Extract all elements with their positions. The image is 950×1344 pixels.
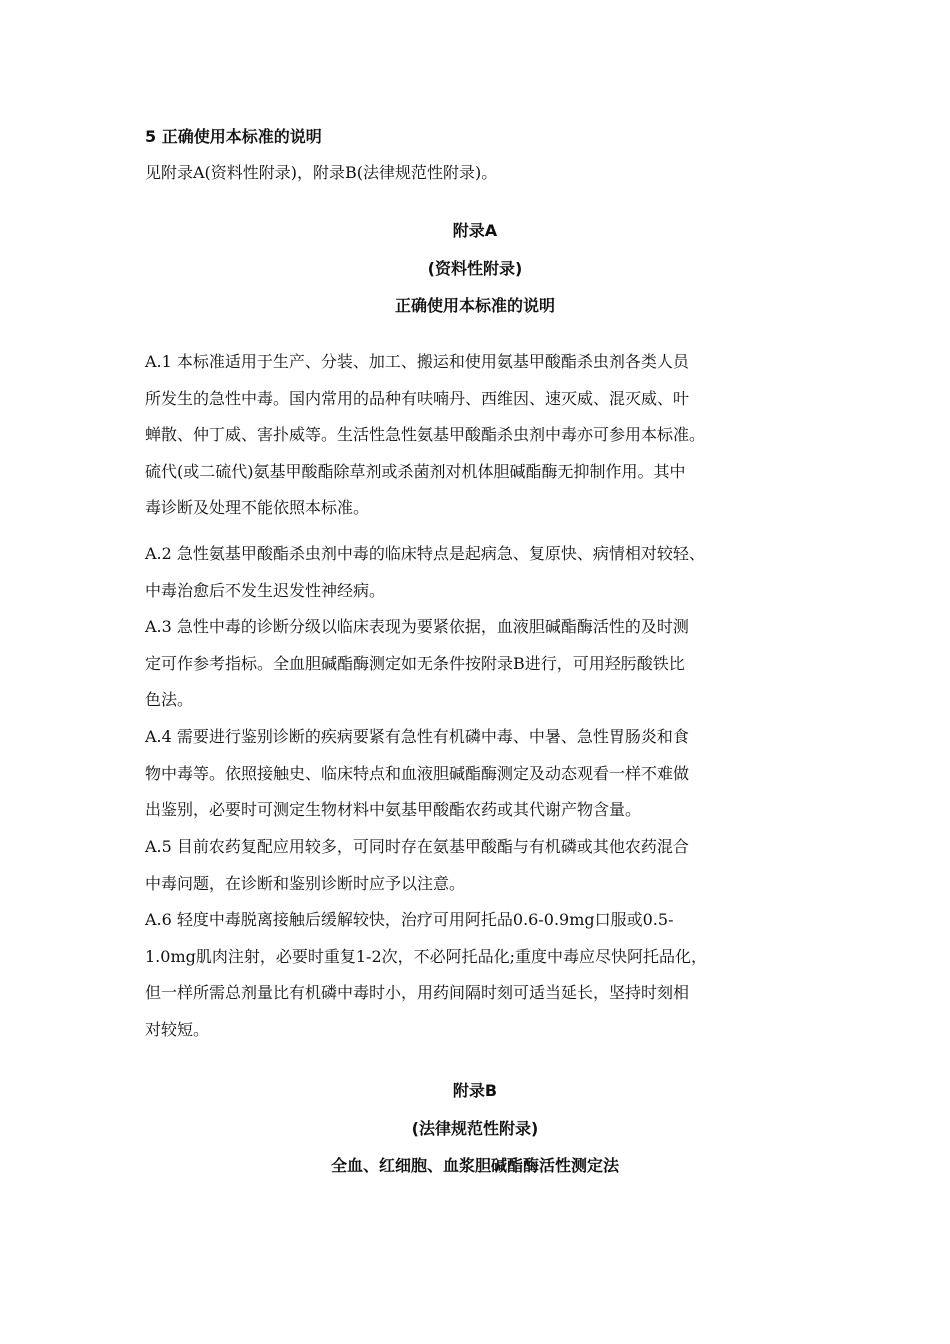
text-line: 定可作参考指标。全血胆碱酯酶测定如无条件按附录B进行，可用羟肟酸铁比 [145,653,685,673]
text-line: 色法。 [145,690,194,709]
text-line: 所发生的急性中毒。国内常用的品种有呋喃丹、西维因、速灭威、混灭威、叶 [145,388,690,408]
text-line: A.6 轻度中毒脱离接触后缓解较快，治疗可用阿托品0.6-0.9mg口服或0.5- [145,910,674,929]
appendix-b-title: 附录B [452,1081,498,1100]
text-line: A.1 本标准适用于生产、分装、加工、搬运和使用氨基甲酸酯杀虫剂各类人员 [145,352,689,371]
text-line: 物中毒等。依照接触史、临床特点和血液胆碱酯酶测定及动态观看一样不难做 [145,763,690,783]
paragraph-a1 [145,344,810,527]
paragraph-a6 [145,902,810,1048]
text-line: A.2 急性氨基甲酸酯杀虫剂中毒的临床特点是起病急、复原快、病情相对较轻、 [145,544,705,563]
paragraph-a4 [145,719,810,829]
text-line: A.4 需要进行鉴别诊断的疾病要紧有急性有机磷中毒、中暑、急性胃肠炎和食 [145,727,689,746]
text-line: 硫代(或二硫代)氨基甲酸酯除草剂或杀菌剂对机体胆碱酯酶无抑制作用。其中 [145,461,686,481]
section-heading: 5 正确使用本标准的说明 [145,127,322,146]
appendix-a-title: 附录A [452,221,498,240]
paragraph-a2 [145,536,810,609]
text-line: 对较短。 [145,1019,210,1039]
appendix-b-subtitle: (法律规范性附录) [411,1119,539,1138]
text-line: A.5 目前农药复配应用较多，可同时存在氨基甲酸酯与有机磷或其他农药混合 [145,837,689,856]
text-line: 中毒治愈后不发生迟发性神经病。 [145,580,386,600]
text-line: 蝉散、仲丁威、害扑威等。生活性急性氨基甲酸酯杀虫剂中毒亦可参用本标准。 [145,425,706,444]
paragraph-a5 [145,829,810,902]
paragraph-a3 [145,609,810,719]
text-line: 1.0mg肌肉注射，必要时重复1-2次，不必阿托品化;重度中毒应尽快阿托品化， [145,946,708,966]
text-line: A.3 急性中毒的诊断分级以临床表现为要紧依据，血液胆碱酯酶活性的及时测 [145,617,689,636]
text-line: 但一样所需总剂量比有机磷中毒时小，用药间隔时刻可适当延长，坚持时刻相 [145,983,690,1002]
appendix-a-subtitle: (资料性附录) [427,259,523,278]
section-body-text: 见附录A(资料性附录)，附录B(法律规范性附录)。 [145,163,498,182]
text-line: 出鉴别，必要时可测定生物材料中氨基甲酸酯农药或其代谢产物含量。 [145,800,642,819]
text-line: 毒诊断及处理不能依照本标准。 [145,498,370,517]
text-line: 中毒问题，在诊断和鉴别诊断时应予以注意。 [145,873,466,893]
appendix-b-heading: 全血、红细胞、血浆胆碱酯酶活性测定法 [330,1156,619,1175]
appendix-a-heading: 正确使用本标准的说明 [394,296,555,315]
